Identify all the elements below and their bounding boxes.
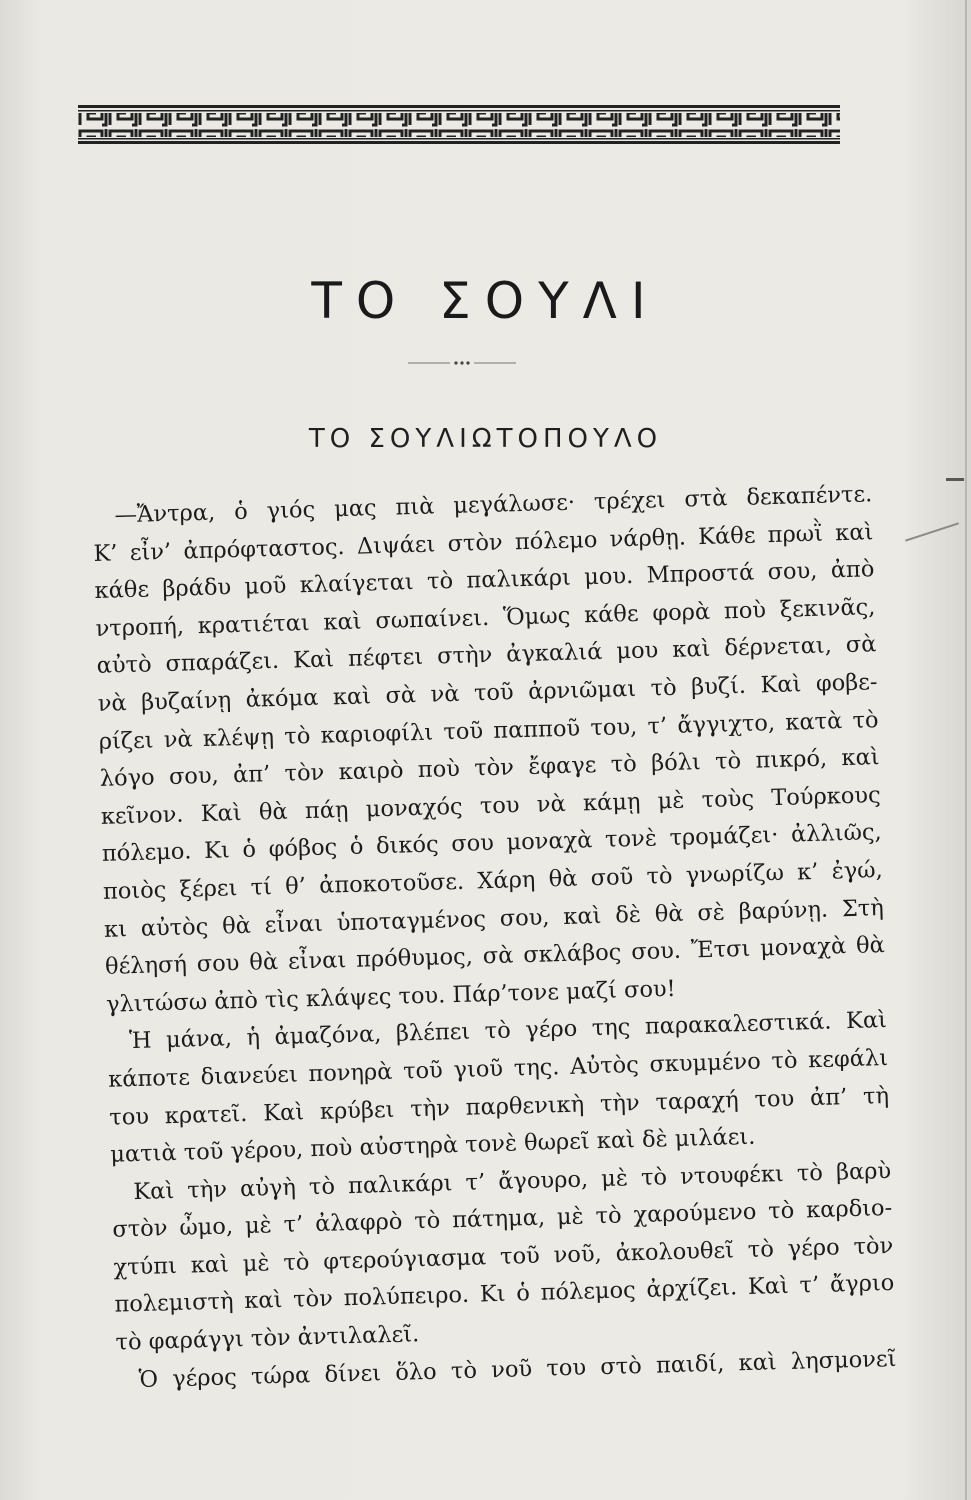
body-text: [92, 476, 897, 1400]
text-line: γλιτώσω ἀπὸ τὶς κλάψες του. Πάρ’τονε μαζί σου!: [105, 975, 677, 1018]
chapter-title: ΤΟ ΣΟΥΛΙ: [311, 272, 660, 330]
text-line: θέλησή σου θὰ εἶναι πρόθυμος, σὰ σκλάβος σου. Ἔτσι μοναχὰ θὰ: [104, 932, 886, 980]
page-edge-mark: [946, 478, 964, 481]
text-line: αὐτὸ σπαράζει. Καὶ πέφτει στὴν ἀγκαλιά μου καὶ δέρνεται, σὰ: [96, 631, 877, 680]
text-line: λόγο σου, ἀπ’ τὸν καιρὸ ποὺ τὸν ἔφαγε τὸ βόλι τὸ πικρό, καὶ: [99, 744, 880, 793]
page-edge: [965, 0, 967, 1500]
text-line: στὸν ὦμο, μὲ τ’ ἀλαφρὸ τὸ πάτημα, μὲ τὸ χαρούμενο τὸ καρδιο-: [112, 1195, 893, 1243]
section-title: ΤΟ ΣΟΥΛΙΩΤΟΠΟΥΛΟ: [308, 424, 663, 454]
paragraph: [111, 1153, 896, 1363]
text-line: Ἡ μάνα, ἡ ἀμαζόνα, βλέπει τὸ γέρο της παρακαλεστικά. Καὶ: [128, 1007, 888, 1055]
text-line: νὰ βυζαίνῃ ἀκόμα καὶ σὰ νὰ τοῦ ἀρνιῶμαι τὸ βυζί. Καὶ φοβε-: [97, 669, 878, 717]
text-line: ντροπή, κρατιέται καὶ σωπαίνει. Ὅμως κάθε φορὰ ποὺ ξεκινᾶς,: [95, 593, 876, 642]
text-line: ποιὸς ξέρει τί θ’ ἀποκοτοῦσε. Χάρη θὰ σοῦ τὸ γνωρίζω κ’ ἐγώ,: [102, 857, 884, 905]
text-line: ρίζει νὰ κλέψῃ τὸ καριοφίλι τοῦ παπποῦ του, τ’ ἄγγιχτο, κατὰ τὸ: [98, 706, 879, 755]
text-line: χτύπι καὶ μὲ τὸ φτερούγιασμα τοῦ νοῦ, ἀκολουθεῖ τὸ γέρο τὸν: [113, 1232, 894, 1281]
text-line: Κ’ εἶν’ ἀπρόφταστος. Διψάει στὸν πόλεμο νάρθῃ. Κάθε πρωῒ καὶ: [93, 518, 874, 567]
text-line: —Ἄντρα, ὁ γιός μας πιὰ μεγάλωσε· τρέχει στὰ δεκαπέντε.: [114, 481, 873, 529]
title-separator-ornament: [408, 358, 516, 368]
margin-pencil-mark: [905, 522, 959, 541]
text-line: ματιὰ τοῦ γέρου, ποὺ αὐστηρὰ τονὲ θωρεῖ καὶ δὲ μιλάει.: [109, 1123, 756, 1168]
text-line: πόλεμο. Κι ὁ φόβος ὁ δικός σου μοναχὰ τονὲ τρομάζει· ἀλλιῶς,: [101, 819, 883, 868]
text-line: κεῖνον. Καὶ θὰ πάῃ μοναχός του νὰ κάμῃ μὲ τοὺς Τούρκους: [100, 781, 881, 830]
text-line: Καὶ τὴν αὐγὴ τὸ παλικάρι τ’ ἄγουρο, μὲ τὸ ντουφέκι τὸ βαρὺ: [133, 1157, 892, 1205]
text-line: πολεμιστὴ καὶ τὸν πολύπειρο. Κι ὁ πόλεμος ἀρχίζει. Καὶ τ’ ἄγριο: [114, 1270, 895, 1319]
text-line: κι αὐτὸς θὰ εἶναι ὑποταγμένος σου, καὶ δὲ θὰ σὲ βαρύνῃ. Στὴ: [103, 894, 885, 943]
text-line: Ὁ γέρος τώρα δίνει ὅλο τὸ νοῦ του στὸ παιδί, καὶ λησμονεῖ: [138, 1345, 897, 1393]
paragraph: [107, 1002, 891, 1174]
text-line: κάθε βράδυ μοῦ κλαίγεται τὸ παλικάρι μου. Μπροστά σου, ἀπὸ: [94, 556, 875, 605]
text-line: τὸ φαράγγι τὸν ἀντιλαλεῖ.: [115, 1321, 420, 1356]
text-line: κάποτε διανεύει πονηρὰ τοῦ γιοῦ της. Αὐτὸς σκυμμένο τὸ κεφάλι: [107, 1044, 889, 1093]
paragraph: [92, 476, 886, 1024]
text-line: του κρατεῖ. Καὶ κρύβει τὴν παρθενικὴ τὴν ταραχή του ἀπ’ τὴ: [108, 1082, 890, 1131]
greek-key-border-ornament: [78, 103, 840, 147]
